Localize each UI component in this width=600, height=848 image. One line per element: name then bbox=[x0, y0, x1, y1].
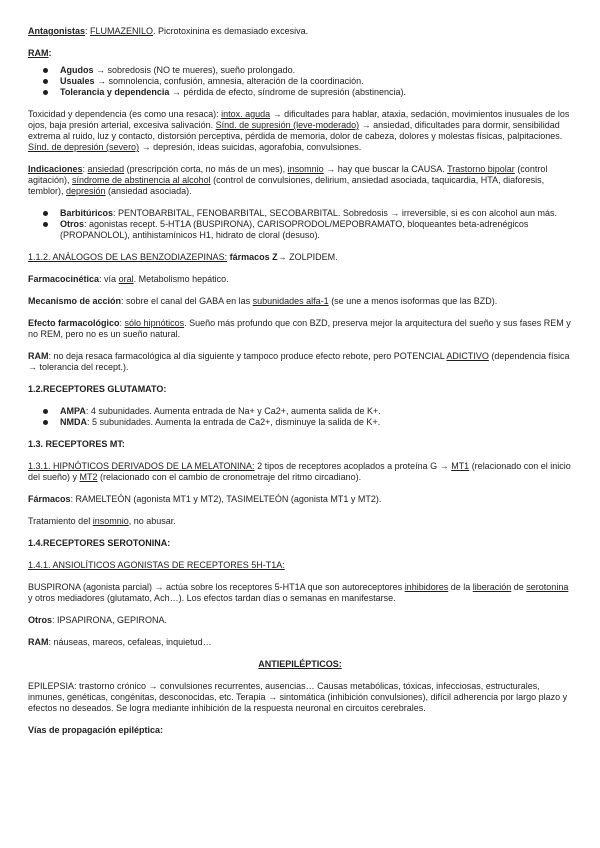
list-item: AMPA: 4 subunidades. Aumenta entrada de Na+ y Ca2+, aumenta salida de K+. bbox=[60, 406, 572, 417]
antiepilepticos-title: ANTIEPILÉPTICOS: bbox=[258, 659, 342, 669]
ram-list bbox=[28, 65, 572, 98]
list-item: Usuales → somnolencia, confusión, amnesia, alteración de la coordinación. bbox=[60, 76, 572, 87]
mecanismo-paragraph: Mecanismo de acción: sobre el canal del GABA en las subunidades alfa-1 (se une a menos isoformas que las BZD). bbox=[28, 296, 498, 306]
melatonina-paragraph: 1.3.1. HIPNÓTICOS DERIVADOS DE LA MELATONINA: 2 tipos de receptores acoplados a proteína G → MT1 (relacionado con el inicio del sueño) y MT2 (relacionado con el cambio de cronometraje del ritmo circadiano). bbox=[28, 461, 571, 482]
toxicidad-paragraph: Toxicidad y dependencia (es como una resaca): intox. aguda → dificultades para hablar, ataxia, sedación, movimientos inusuales de los ojos, baja presión arterial, excesiva salivación. Sínd. de supresión (leve-moderado) → ansiedad, dificultades para dormir, sensibilidad extrema al ruido, luz y contacto, distorsión perceptiva, pérdida de memoria, dolor de cabeza, dolores y molestas físicas, palpitaciones. Sínd. de depresión (severo) → depresión, ideas suicidas, agorafobia, convulsiones. bbox=[28, 109, 570, 152]
glutamato-list bbox=[28, 406, 572, 428]
indicaciones-paragraph: Indicaciones: ansiedad (prescripción corta, no más de un mes), insomnio → hay que buscar la CAUSA. Trastorno bipolar (control agitación), síndrome de abstinencia al alcohol (control de convulsiones, delirium, ansiedad asociada, taquicardia, HTA, diaforesis, temblor), depresión (ansiedad asociada). bbox=[28, 164, 548, 196]
list-item: NMDA: 5 subunidades. Aumenta la entrada de Ca2+, disminuye la salida de K+. bbox=[60, 417, 572, 428]
tratamiento-paragraph: Tratamiento del insomnio, no abusar. bbox=[28, 516, 176, 526]
antagonistas-paragraph: Antagonistas: FLUMAZENILO. Picrotoxinina es demasiado excesiva. bbox=[28, 26, 309, 36]
list-item: Agudos → sobredosis (NO te mueres), sueño prolongado. bbox=[60, 65, 572, 76]
list-item: Otros: agonistas recept. 5-HT1A (BUSPIRONA), CARISOPRODOL/MEPOBRAMATO, bloqueantes beta-adrenégicos (PROPANOLOL), antihistamínicos H1, hidrato de cloral (desuso). bbox=[60, 219, 572, 241]
farmacocinetica-paragraph: Farmacocinética: vía oral. Metabolismo hepático. bbox=[28, 274, 229, 284]
epilepsia-paragraph: EPILEPSIA: trastorno crónico → convulsiones recurrentes, ausencias… Causas metabólicas, tóxicas, infecciosas, estructurales, inmunes, genéticas, congénitas, desconocidas, etc. Terapia → sintomática (inhibición convulsiones), difícil adherencia por largo plazo y efectos no deseados. Se logra mediante inhibición de la respuesta neuronal en circuitos cerebrales. bbox=[28, 681, 568, 713]
buspirona-paragraph: BUSPIRONA (agonista parcial) → actúa sobre los receptores 5-HT1A que son autoreceptores inhibidores de la liberación de serotonina y otros mediadores (glutamato, Ach…). Los efectos tardan días o semanas en manifestarse. bbox=[28, 582, 569, 603]
ram3-paragraph: RAM: náuseas, mareos, cefaleas, inquietud… bbox=[28, 637, 212, 647]
ram-heading: RAM: bbox=[28, 48, 52, 58]
ansioliticos-subheading: 1.4.1. ANSIOLÍTICOS AGONISTAS DE RECEPTORES 5H-T1A: bbox=[28, 560, 285, 570]
mt-heading: 1.3. RECEPTORES MT: bbox=[28, 439, 125, 449]
otros2-paragraph: Otros: IPSAPIRONA, GEPIRONA. bbox=[28, 615, 168, 625]
antagonistas-label: Antagonistas bbox=[28, 26, 86, 36]
glutamato-heading: 1.2.RECEPTORES GLUTAMATO: bbox=[28, 384, 167, 394]
otros-farmacos-list bbox=[28, 208, 572, 241]
efecto-paragraph: Efecto farmacológico: sólo hipnóticos. Sueño más profundo que con BZD, preserva mejor la arquitectura del sueño y sus fases REM y no REM, pero no es un sueño natural. bbox=[28, 318, 571, 339]
ram2-paragraph: RAM: no deja resaca farmacológica al día siguiente y tampoco produce efecto rebote, pero POTENCIAL ADICTIVO (dependencia física → tolerancia del recept.). bbox=[28, 351, 570, 372]
list-item: Barbitúricos: PENTOBARBITAL, FENOBARBITAL, SECOBARBITAL. Sobredosis → irreversible, si es con alcohol aun más. bbox=[60, 208, 572, 219]
serotonina-heading: 1.4.RECEPTORES SEROTONINA: bbox=[28, 538, 171, 548]
vias-heading: Vías de propagación epiléptica: bbox=[28, 725, 164, 735]
flumazenilo-text: FLUMAZENILO bbox=[90, 26, 154, 36]
list-item: Tolerancia y dependencia → pérdida de efecto, síndrome de supresión (abstinencia). bbox=[60, 87, 572, 98]
analogos-heading: 1.1.2. ANÁLOGOS DE LAS BENZODIAZEPINAS: fármacos Z→ ZOLPIDEM. bbox=[28, 252, 338, 262]
farmacos-mt-paragraph: Fármacos: RAMELTEÓN (agonista MT1 y MT2), TASIMELTEÓN (agonista MT1 y MT2). bbox=[28, 494, 382, 504]
